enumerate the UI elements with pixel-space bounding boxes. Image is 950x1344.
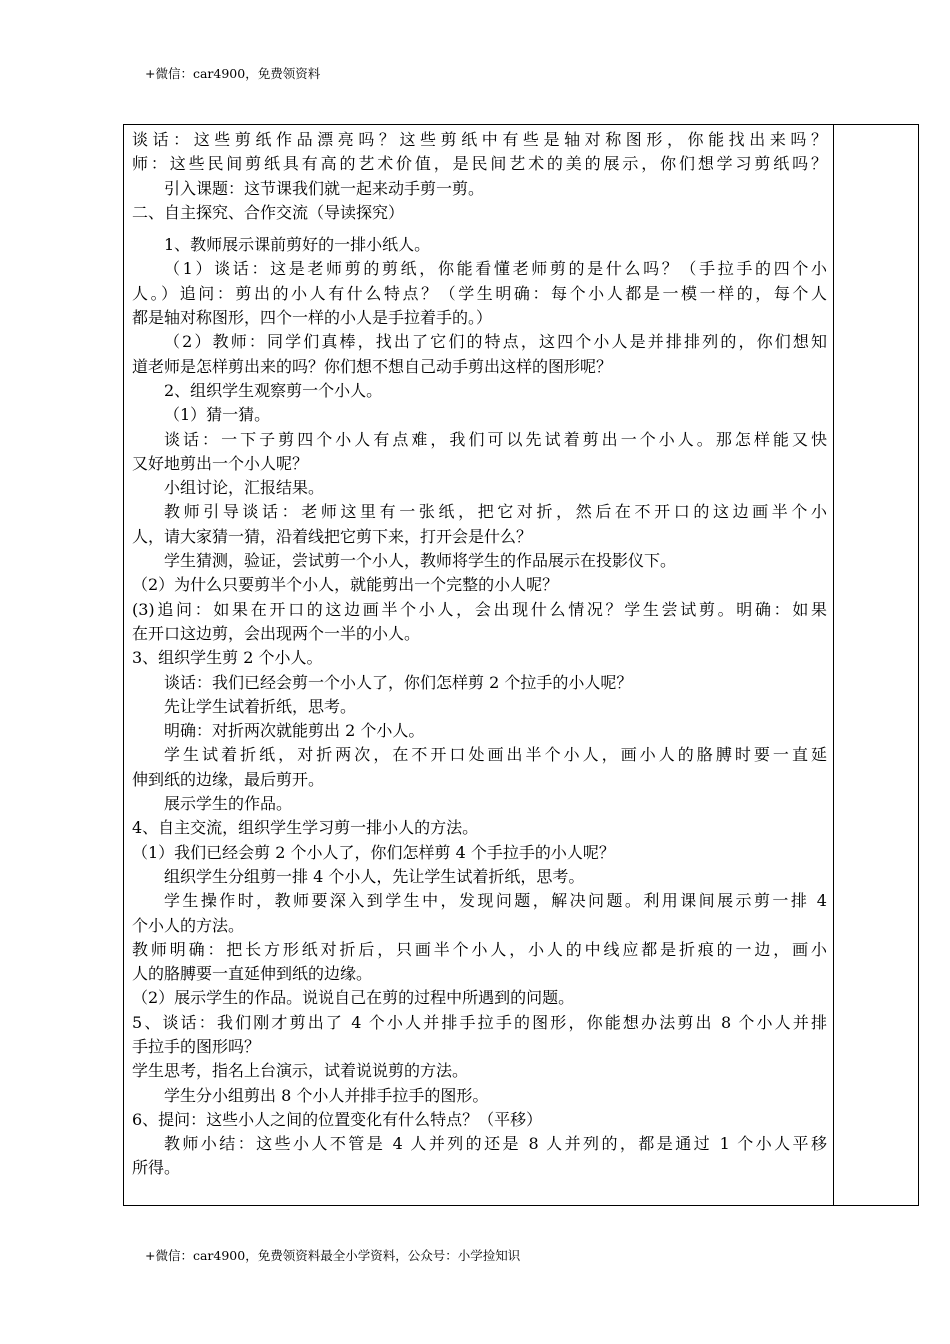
text-line: 谈话：一下子剪四个小人有点难，我们可以先试着剪出一个小人。那怎样能又快 (164, 429, 827, 449)
text-line: 展示学生的作品。 (164, 794, 293, 814)
text-line: 学生猜测，验证，尝试剪一个小人，教师将学生的作品展示在投影仪下。 (164, 551, 677, 571)
text-line: 在开口这边剪，会出现两个一半的小人。 (132, 623, 421, 643)
text-line: 学生试着折纸，对折两次，在不开口处画出半个小人，画小人的胳膊时要一直延 (164, 745, 827, 765)
text-line: 所得。 (132, 1158, 181, 1178)
text-line: 手拉手的图形吗？ (132, 1036, 261, 1056)
text-line: （2）教师：同学们真棒，找出了它们的特点，这四个小人是并排排列的，你们想知 (164, 332, 827, 352)
notes-cell (834, 125, 918, 1205)
text-line: 教师明确：把长方形纸对折后，只画半个小人，小人的中线应都是折痕的一边，画小 (132, 939, 827, 959)
lesson-content-cell (124, 125, 834, 1205)
footer-note: +微信：car4900，免费领资料最全小学资料，公众号：小学捡知识 (145, 1248, 521, 1263)
text-line: 又好地剪出一个小人呢？ (132, 453, 309, 473)
text-line: 人，请大家猜一猜，沿着线把它剪下来，打开会是什么？ (132, 526, 533, 546)
text-line: 人的胳膊要一直延伸到纸的边缘。 (132, 964, 373, 984)
text-line: 道老师是怎样剪出来的吗？你们想不想自己动手剪出这样的图形呢？ (132, 356, 613, 376)
text-line: 谈话：这些剪纸作品漂亮吗？这些剪纸中有些是轴对称图形，你能找出来吗？ (132, 130, 827, 149)
text-line: 4、自主交流，组织学生学习剪一排小人的方法。 (132, 818, 479, 838)
text-line: 小组讨论，汇报结果。 (164, 478, 325, 498)
text-line: （2）为什么只要剪半个小人，就能剪出一个完整的小人呢？ (132, 575, 559, 595)
text-line: 3、组织学生剪 2 个小人。 (132, 648, 323, 668)
text-line: 学生操作时，教师要深入到学生中，发现问题，解决问题。利用课间展示剪一排 4 (164, 891, 827, 911)
text-line: 教师小结：这些小人不管是 4 人并列的还是 8 人并列的，都是通过 1 个小人平移 (164, 1134, 827, 1154)
text-line: (3)追问：如果在开口的这边画半个小人，会出现什么情况？学生尝试剪。明确：如果 (132, 599, 827, 619)
text-line: 伸到纸的边缘，最后剪开。 (132, 769, 325, 789)
header-note: +微信：car4900，免费领资料 (145, 66, 321, 81)
text-line: （2）展示学生的作品。说说自己在剪的过程中所遇到的问题。 (132, 988, 575, 1008)
text-line: （1）谈话：这是老师剪的剪纸，你能看懂老师剪的是什么吗？（手拉手的四个小 (164, 259, 827, 279)
text-line: 6、提问：这些小人之间的位置变化有什么特点？（平移） (132, 1109, 543, 1129)
text-line: 1、教师展示课前剪好的一排小纸人。 (164, 235, 431, 255)
text-line: 学生分小组剪出 8 个小人并排手拉手的图形。 (164, 1085, 489, 1105)
text-line: 谈话：我们已经会剪一个小人了，你们怎样剪 2 个拉手的小人呢？ (164, 672, 633, 692)
text-line: 组织学生分组剪一排 4 个小人，先让学生试着折纸，思考。 (164, 866, 585, 886)
text-line: （1）猜一猜。 (164, 405, 271, 425)
text-line: 个小人的方法。 (132, 915, 245, 935)
text-line: （1）我们已经会剪 2 个小人了，你们怎样剪 4 个手拉手的小人呢？ (132, 842, 615, 862)
text-line: 学生思考，指名上台演示，试着说说剪的方法。 (132, 1061, 469, 1081)
text-line: 教师引导谈话：老师这里有一张纸，把它对折，然后在不开口的这边画半个小 (164, 502, 827, 522)
text-line: 5、谈话：我们刚才剪出了 4 个小人并排手拉手的图形，你能想办法剪出 8 个小人并排 (132, 1012, 827, 1032)
text-line: 人。）追问：剪出的小人有什么特点？（学生明确：每个小人都是一模一样的，每个人 (132, 283, 827, 303)
section-heading: 二、自主探究、合作交流（导读探究） (132, 202, 405, 222)
text-line: 师：这些民间剪纸具有高的艺术价值，是民间艺术的美的展示，你们想学习剪纸吗？ (132, 154, 827, 174)
text-line: 明确：对折两次就能剪出 2 个小人。 (164, 721, 425, 741)
lesson-table (123, 124, 919, 1206)
text-line: 引入课题：这节课我们就一起来动手剪一剪。 (164, 178, 485, 198)
text-line: 先让学生试着折纸，思考。 (164, 696, 357, 716)
text-line: 2、组织学生观察剪一个小人。 (164, 380, 383, 400)
text-line: 都是轴对称图形，四个一样的小人是手拉着手的。） (132, 308, 493, 328)
